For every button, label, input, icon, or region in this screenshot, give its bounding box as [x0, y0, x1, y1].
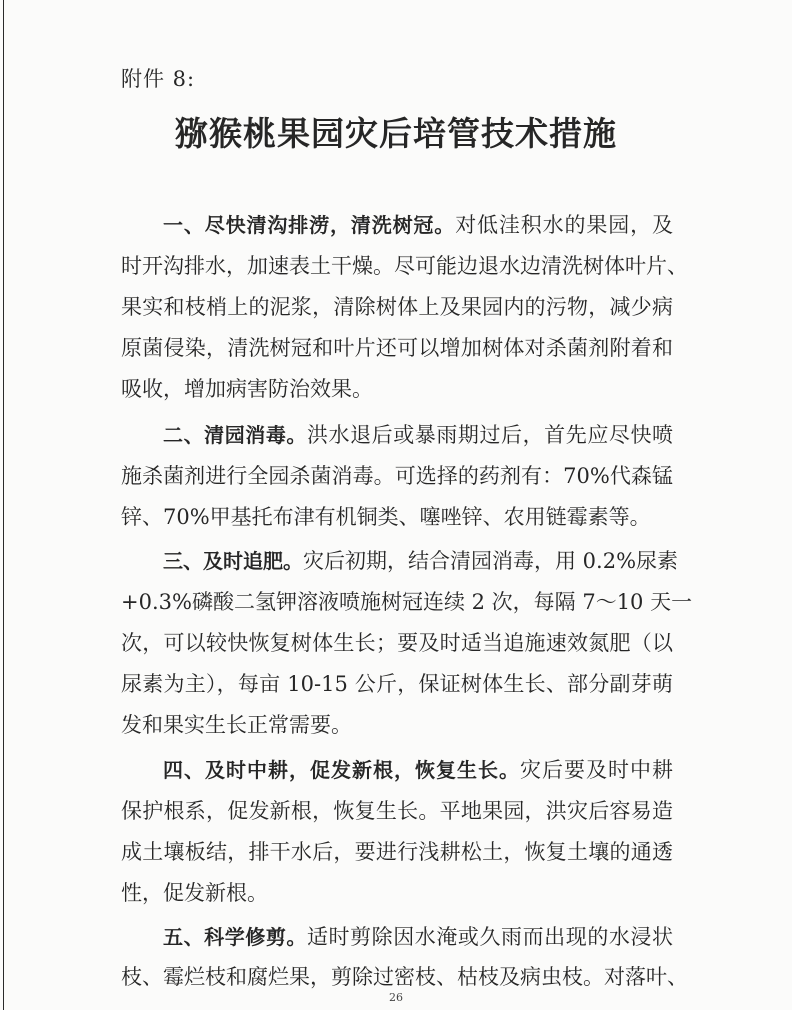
page-number: 26	[389, 991, 403, 1004]
section-4-text: 灾后要及时中耕	[520, 758, 673, 782]
section-5-line-2: 枝、霉烂枝和腐烂果，剪除过密枝、枯枝及病虫枝。对落叶、	[121, 965, 688, 989]
section-4-line-1	[163, 755, 673, 785]
section-3-line-5: 发和果实生长正常需要。	[121, 713, 352, 737]
section-3-line-4: 尿素为主），每亩 10-15 公斤，保证树体生长、部分副芽萌	[121, 672, 673, 696]
section-1-line-1	[163, 210, 673, 240]
section-5-heading: 五、科学修剪。	[163, 925, 307, 949]
section-1-line-2: 时开沟排水，加速表土干燥。尽可能边退水边清洗树体叶片、	[121, 254, 688, 278]
section-3-line-1	[163, 546, 679, 576]
section-4-line-2: 保护根系，促发新根，恢复生长。平地果园，洪灾后容易造	[121, 799, 673, 823]
section-1-heading: 一、尽快清沟排涝，清洗树冠。	[163, 213, 456, 237]
section-2-line-3: 锌、70%甲基托布津有机铜类、噻唑锌、农用链霉素等。	[121, 505, 651, 529]
section-2-line-2: 施杀菌剂进行全园杀菌消毒。可选择的药剂有：70%代森锰	[121, 464, 673, 488]
section-3-heading: 三、及时追肥。	[163, 549, 303, 573]
section-1-line-4: 原菌侵染，清洗树冠和叶片还可以增加树体对杀菌剂附着和	[121, 336, 673, 360]
section-2-text: 洪水退后或暴雨期过后，首先应尽快喷	[306, 423, 674, 447]
document-title: 猕猴桃果园灾后培管技术措施	[175, 114, 617, 153]
section-2-line-1	[163, 420, 673, 450]
section-3-line-2: +0.3%磷酸二氢钾溶液喷施树冠连续 2 次，每隔 7～10 天一	[121, 590, 693, 614]
section-1-line-5: 吸收，增加病害防治效果。	[121, 377, 373, 401]
section-3-line-3: 次，可以较快恢复树体生长；要及时适当追施速效氮肥（以	[121, 631, 673, 655]
section-3-text: 灾后初期，结合清园消毒，用 0.2%尿素	[303, 549, 679, 573]
section-5-line-1	[163, 922, 673, 952]
section-2-heading: 二、清园消毒。	[163, 423, 307, 447]
section-4-line-4: 性，促发新根。	[121, 881, 268, 905]
section-4-line-3: 成土壤板结，排干水后，要进行浅耕松土，恢复土壤的通透	[121, 840, 673, 864]
section-4-heading: 四、及时中耕，促发新根，恢复生长。	[163, 758, 520, 782]
attachment-label: 附件 8:	[121, 67, 196, 91]
section-5-text: 适时剪除因水淹或久雨而出现的水浸状	[306, 925, 674, 949]
section-1-text: 对低洼积水的果园，及	[455, 213, 674, 237]
section-1-line-3: 果实和枝梢上的泥浆，清除树体上及果园内的污物，减少病	[121, 295, 673, 319]
